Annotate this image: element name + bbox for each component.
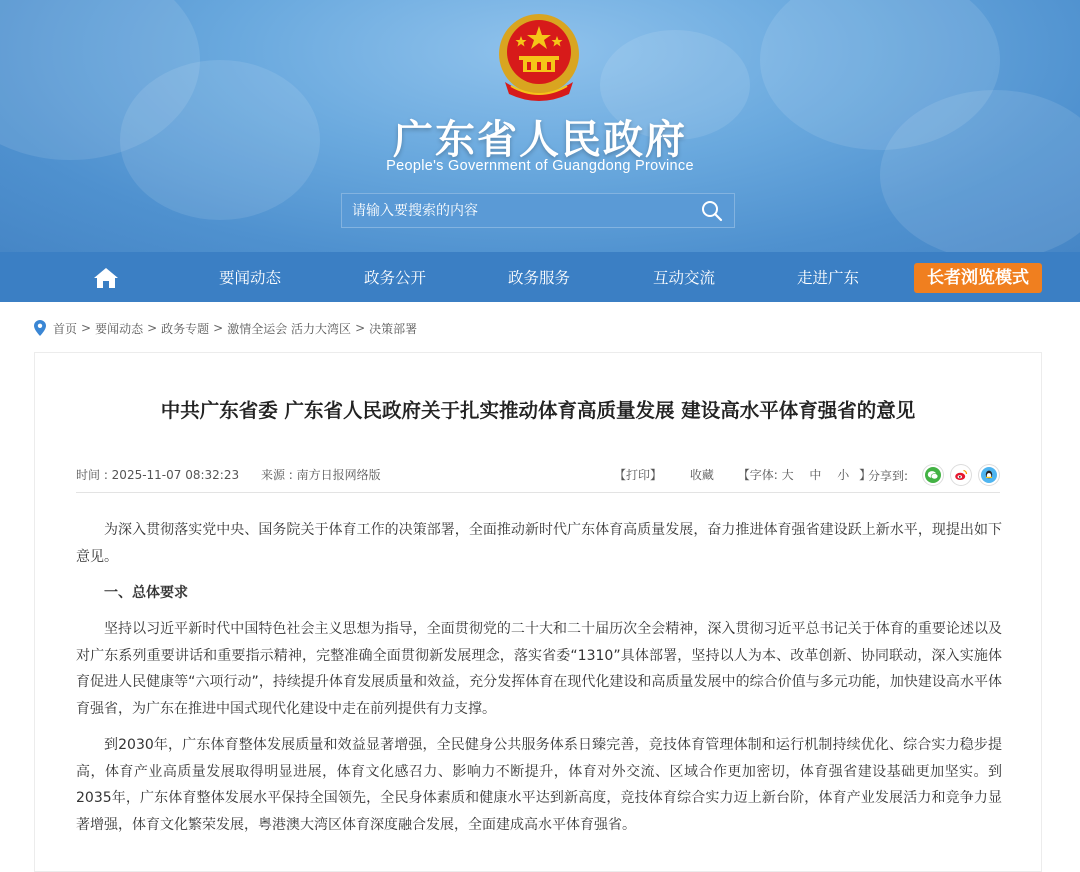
home-icon[interactable]: [92, 266, 120, 290]
breadcrumb-topics[interactable]: 政务专题: [161, 321, 210, 336]
site-header: [0, 0, 1080, 252]
site-title: 广东省人民政府: [393, 116, 687, 163]
print-button[interactable]: 【打印】: [614, 468, 663, 482]
font-size-label: 【字体:: [737, 468, 778, 482]
article-tools: [614, 466, 871, 483]
breadcrumb-separator: >: [355, 321, 366, 335]
nav-item-interaction[interactable]: 互动交流: [652, 269, 715, 287]
breadcrumb-games[interactable]: 激情全运会 活力大湾区: [227, 321, 352, 336]
location-pin-icon: [34, 320, 46, 336]
nav-item-about-guangdong[interactable]: 走进广东: [796, 269, 859, 287]
breadcrumb-separator: >: [213, 321, 224, 335]
article-title: 中共广东省委 广东省人民政府关于扎实推动体育高质量发展 建设高水平体育强省的意见: [160, 399, 916, 422]
share-label: 分享到:: [868, 468, 909, 483]
search-box: [341, 193, 735, 228]
section-heading: 一、总体要求: [104, 585, 188, 601]
breadcrumb: [34, 318, 417, 338]
breadcrumb-news[interactable]: 要闻动态: [95, 321, 144, 336]
breadcrumb-home[interactable]: 首页: [53, 321, 78, 336]
search-input[interactable]: [342, 194, 692, 227]
site-subtitle: People's Government of Guangdong Province: [386, 158, 694, 174]
font-small-button[interactable]: 小: [837, 468, 850, 482]
font-size-close: 】: [859, 468, 872, 482]
article-meta: [76, 464, 1000, 486]
nav-item-news[interactable]: 要闻动态: [218, 269, 281, 287]
meta-divider: [76, 492, 1000, 493]
weibo-icon[interactable]: [950, 464, 972, 486]
article-intro: 为深入贯彻落实党中央、国务院关于体育工作的决策部署，全面推动新时代广东体育高质量发展，奋力推进体育强省建设跃上新水平，现提出如下意见。: [76, 522, 1002, 565]
publish-time: 时间 : 2025-11-07 08:32:23: [76, 468, 240, 482]
nav-item-gov-affairs[interactable]: 政务公开: [363, 269, 426, 287]
breadcrumb-separator: >: [147, 321, 158, 335]
article-info: [76, 466, 399, 483]
elder-mode-button[interactable]: 长者浏览模式: [914, 263, 1042, 293]
favorite-button[interactable]: 收藏: [689, 468, 714, 482]
font-medium-button[interactable]: 中: [809, 468, 822, 482]
search-icon[interactable]: [700, 199, 724, 223]
article-paragraph: 坚持以习近平新时代中国特色社会主义思想为指导，全面贯彻党的二十大和二十届历次全会精神，深入贯彻习近平总书记关于体育的重要论述以及对广东系列重要讲话和重要指示精神，完整准确全面贯彻新发展理念，落实省委“1310”具体部署，坚持以人为本、改革创新、协同联动，深入实施体育促进人民健康等“六项行动”，持续提升体育发展质量和效益，充分发挥体育在现代化建设和高质量发展中的综合价值与多元功能，加快建设高水平体育强省，为广东在推进中国式现代化建设中走在前列提供有力支撑。: [76, 621, 1002, 717]
article-source: 来源 : 南方日报网络版: [260, 468, 381, 482]
qq-icon[interactable]: [978, 464, 1000, 486]
national-emblem-icon: [497, 12, 581, 104]
share-bar: [868, 464, 1000, 486]
breadcrumb-separator: >: [81, 321, 92, 335]
font-large-button[interactable]: 大: [781, 468, 794, 482]
article-paragraph: 到2030年，广东体育整体发展质量和效益显著增强，全民健身公共服务体系日臻完善，竞技体育管理体制和运行机制持续优化、综合实力稳步提高，体育产业高质量发展取得明显进展，体育文化感召力、影响力不断提升，体育对外交流、区域合作更加密切，体育强省建设基础更加坚实。到2035年，广东体育整体发展水平保持全国领先，全民身体素质和健康水平达到新高度，竞技体育综合实力迈上新台阶，体育产业发展活力和竞争力显著增强，体育文化繁荣发展，粤港澳大湾区体育深度融合发展，全面建成高水平体育强省。: [76, 737, 1002, 833]
breadcrumb-decisions[interactable]: 决策部署: [369, 321, 418, 336]
article-container: [34, 352, 1042, 872]
wechat-icon[interactable]: [922, 464, 944, 486]
main-nav: [0, 252, 1080, 302]
article-body: [76, 517, 1002, 848]
nav-item-gov-services[interactable]: 政务服务: [507, 269, 570, 287]
